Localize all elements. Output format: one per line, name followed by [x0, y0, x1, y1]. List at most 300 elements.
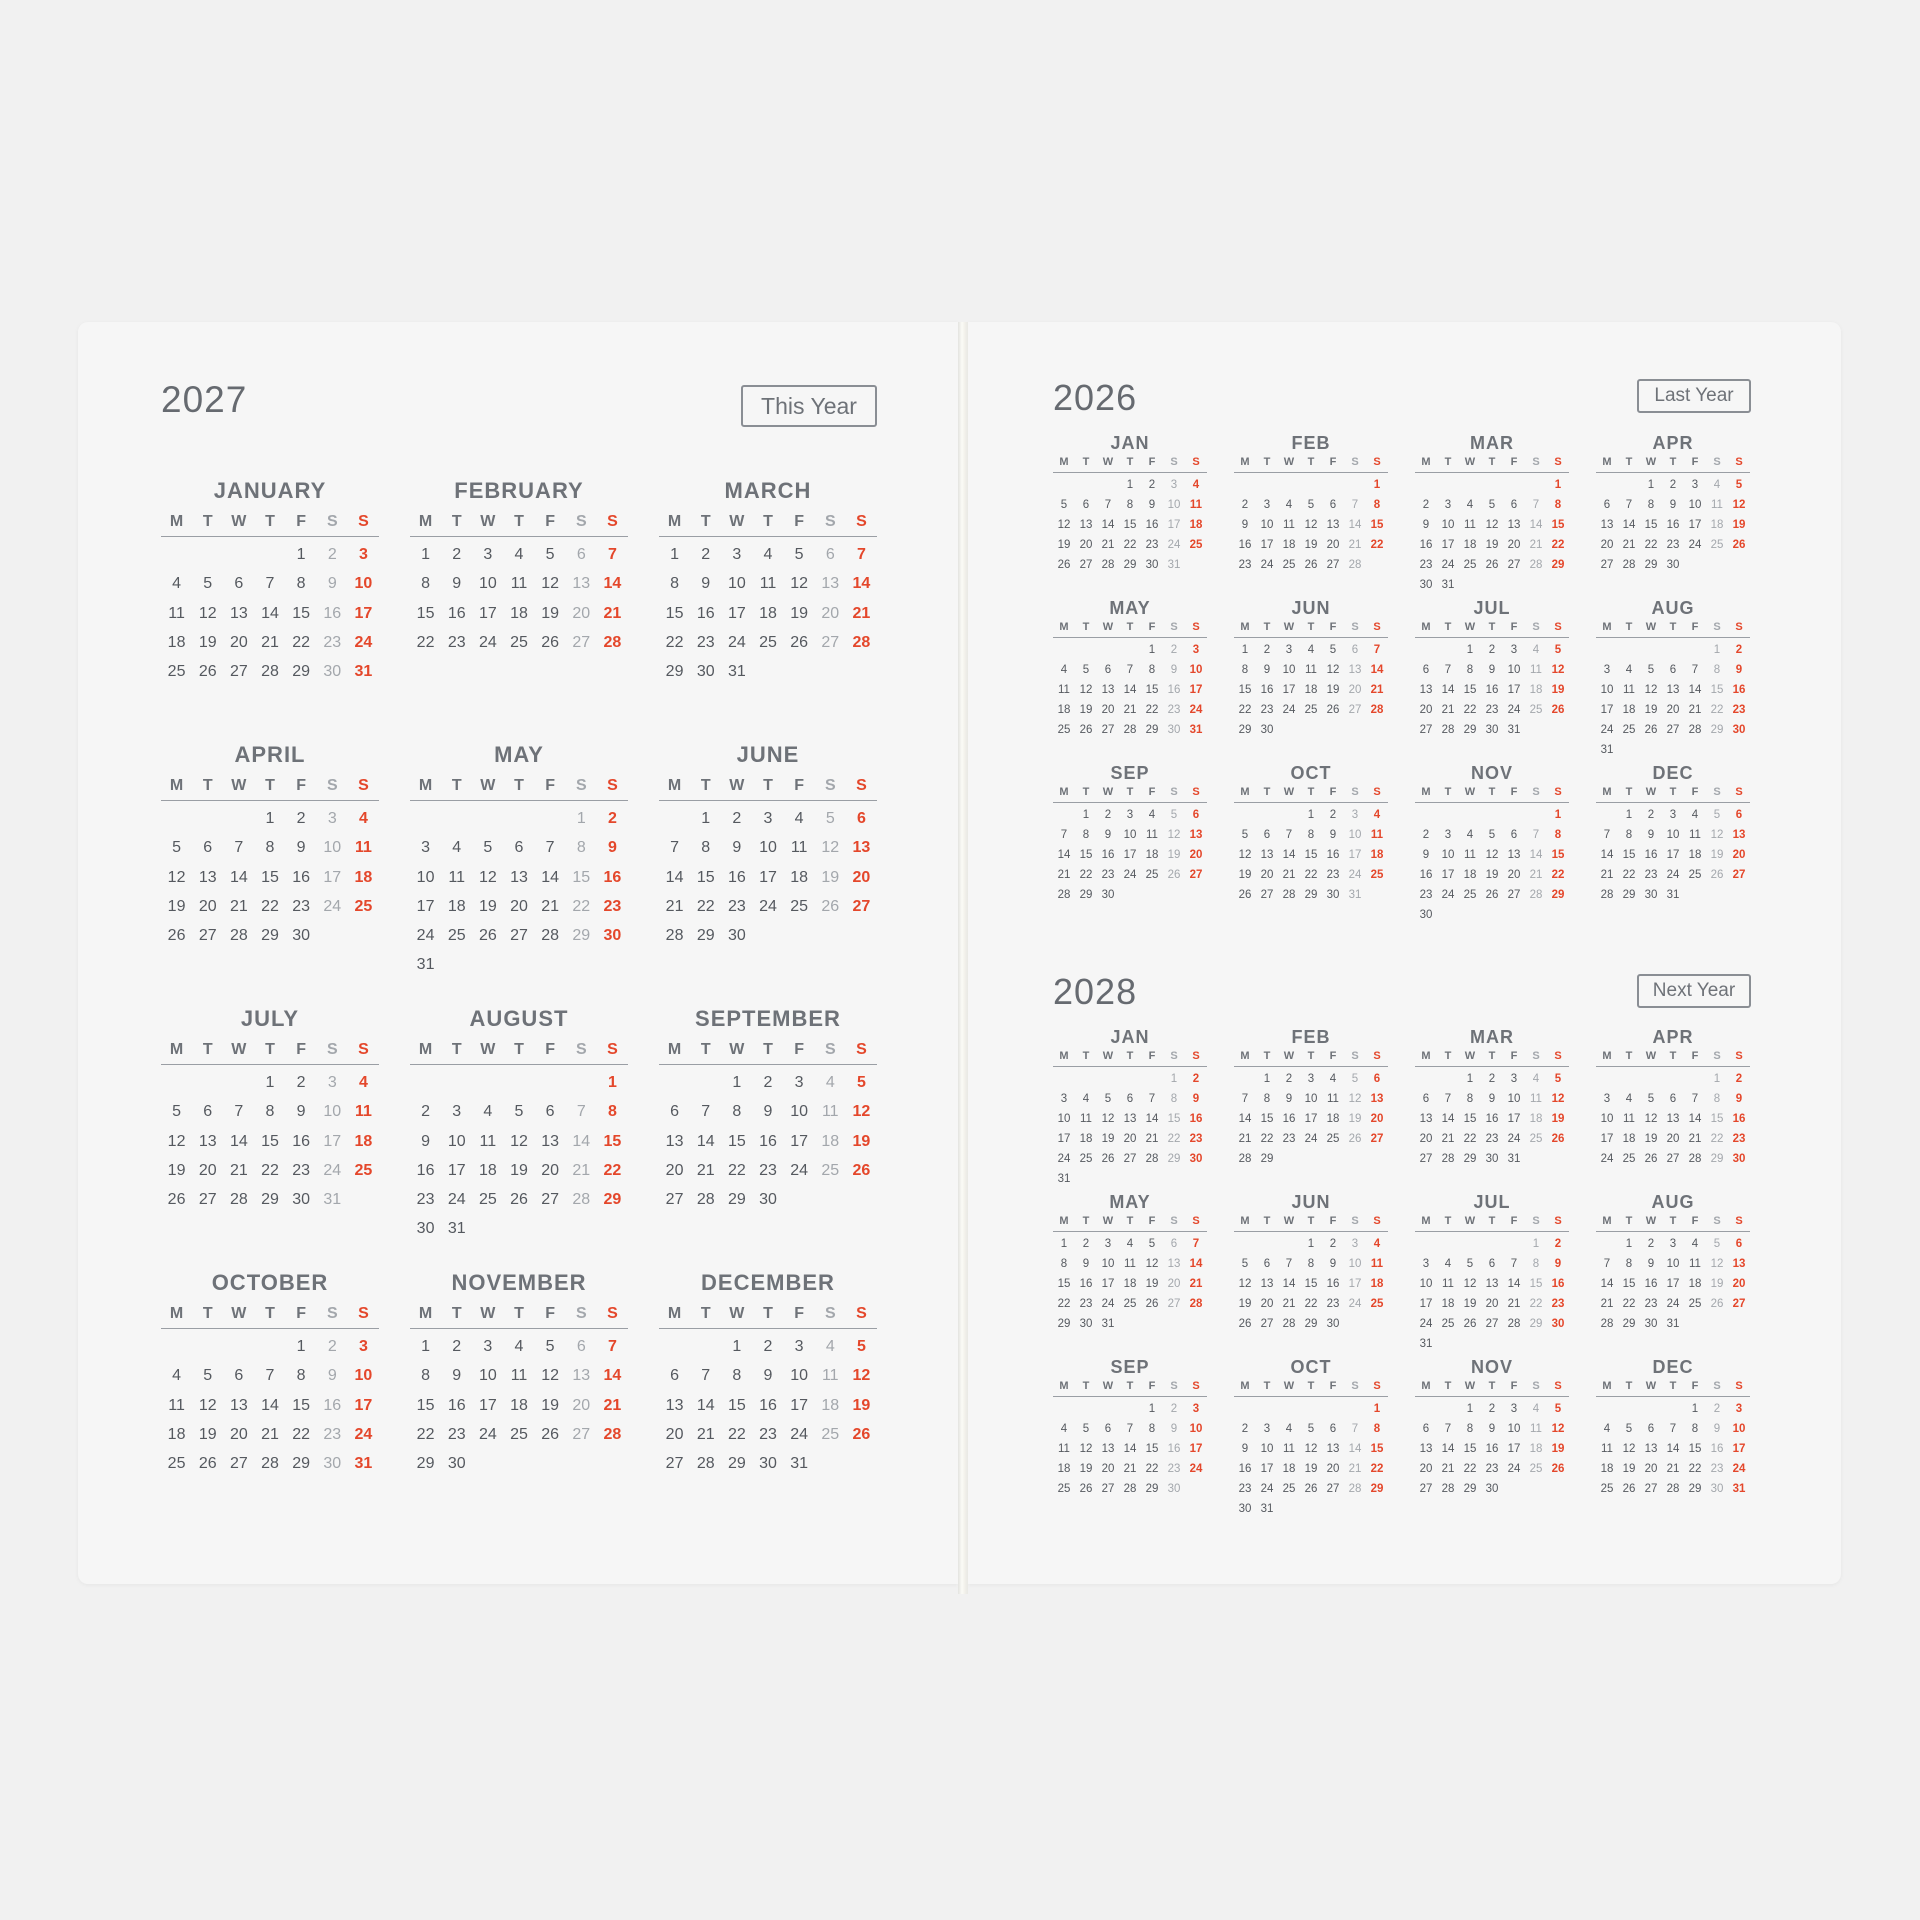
- weekday-label: M: [1602, 621, 1612, 633]
- next-year-button[interactable]: Next Year: [1637, 974, 1751, 1008]
- weekday-label: W: [1102, 456, 1114, 468]
- day-cell: 27: [1370, 1133, 1384, 1145]
- day-cell: 13: [1101, 684, 1115, 696]
- day-cell: 23: [1101, 869, 1115, 881]
- day-cell: 31: [1666, 889, 1680, 901]
- day-cell: 4: [358, 1074, 368, 1091]
- day-cell: 18: [1370, 1278, 1384, 1290]
- day-cell: 4: [1126, 1238, 1134, 1250]
- day-cell: 3: [327, 810, 337, 827]
- day-cell: 14: [852, 575, 871, 593]
- empty-cell: [1278, 805, 1300, 825]
- day-cell: 17: [1189, 1443, 1203, 1455]
- day-cell: 13: [198, 868, 217, 886]
- day-cell: 20: [1419, 1463, 1433, 1475]
- weekday-label: M: [169, 513, 184, 530]
- day-cell: 18: [1600, 1463, 1614, 1475]
- empty-cell: [1662, 1399, 1684, 1419]
- empty-cell: [1618, 640, 1640, 660]
- weekday-label: T: [1307, 786, 1315, 798]
- day-cell: 19: [790, 604, 809, 622]
- day-cell: 6: [1329, 1423, 1337, 1435]
- day-cell: 14: [696, 1132, 715, 1150]
- day-cell: 11: [479, 1132, 497, 1150]
- day-cell: 11: [821, 1103, 839, 1121]
- day-cell: 12: [1485, 849, 1499, 861]
- day-cell: 4: [358, 810, 368, 827]
- empty-cell: [1503, 1234, 1525, 1254]
- weekday-label: M: [1240, 1215, 1250, 1227]
- day-cell: 24: [478, 1425, 497, 1443]
- day-cell: 15: [1688, 1443, 1702, 1455]
- day-cell: 21: [665, 897, 684, 915]
- day-cell: 8: [296, 575, 306, 593]
- weekday-label: T: [763, 777, 773, 794]
- day-cell: 17: [1507, 1113, 1521, 1125]
- day-cell: 21: [1529, 539, 1543, 551]
- weekday-label: T: [1444, 456, 1452, 468]
- day-cell: 29: [261, 927, 279, 945]
- day-cell: 2: [452, 1338, 462, 1355]
- day-cell: 6: [1422, 1423, 1430, 1435]
- weekday-label: S: [1373, 456, 1381, 468]
- day-cell: 26: [167, 1191, 186, 1209]
- day-cell: 22: [665, 633, 684, 651]
- last-year-button[interactable]: Last Year: [1637, 379, 1751, 413]
- empty-cell: [1322, 475, 1344, 495]
- day-cell: 3: [483, 1338, 493, 1355]
- day-cell: 8: [1466, 1423, 1474, 1435]
- day-cell: 16: [1732, 1113, 1746, 1125]
- day-cell: 10: [323, 1103, 342, 1121]
- day-cell: 27: [1507, 889, 1521, 901]
- day-cell: 27: [198, 1191, 217, 1209]
- day-cell: 9: [701, 575, 711, 593]
- month-name: APRIL: [234, 742, 306, 767]
- day-cell: 18: [759, 604, 777, 622]
- weekday-header: [1596, 1051, 1750, 1067]
- day-cell: 25: [759, 633, 777, 651]
- day-cell: 25: [1529, 1133, 1543, 1145]
- day-cell: 11: [1623, 684, 1635, 696]
- day-cell: 2: [1170, 1403, 1178, 1415]
- month-name: DECEMBER: [701, 1270, 835, 1295]
- day-cell: 1: [1554, 479, 1562, 491]
- day-cell: 17: [416, 897, 435, 915]
- day-cell: 10: [1507, 664, 1521, 676]
- empty-cell: [1503, 805, 1525, 825]
- empty-cell: [1053, 1399, 1075, 1419]
- day-cell: 25: [1057, 724, 1071, 736]
- weekday-label: S: [575, 777, 587, 794]
- day-cell: 29: [1710, 1153, 1724, 1165]
- day-cell: 6: [576, 1338, 586, 1355]
- day-cell: 17: [1441, 539, 1455, 551]
- day-cell: 8: [1691, 1423, 1699, 1435]
- weekday-label: F: [1148, 1050, 1156, 1062]
- day-cell: 7: [234, 839, 244, 857]
- day-cell: 25: [167, 663, 186, 681]
- day-cell: 9: [327, 1367, 337, 1385]
- empty-cell: [410, 804, 441, 833]
- empty-cell: [1662, 1069, 1684, 1089]
- day-cell: 3: [1351, 1238, 1359, 1250]
- day-cell: 5: [1554, 1073, 1562, 1085]
- day-cell: 23: [696, 633, 715, 651]
- day-cell: 25: [821, 1161, 840, 1179]
- weekday-label: F: [1148, 1380, 1156, 1392]
- day-cell: 31: [1167, 559, 1181, 571]
- day-cell: 19: [1101, 1133, 1115, 1145]
- day-cell: 13: [1666, 1113, 1680, 1125]
- day-cell: 12: [1145, 1258, 1159, 1270]
- day-cell: 27: [229, 1455, 248, 1473]
- day-cell: 3: [1104, 1238, 1112, 1250]
- day-cell: 21: [1348, 1463, 1362, 1475]
- weekday-label: M: [1059, 786, 1069, 798]
- day-cell: 28: [572, 1191, 591, 1209]
- day-cell: 12: [1304, 519, 1318, 531]
- day-cell: 5: [1241, 1258, 1249, 1270]
- weekday-label: W: [729, 777, 745, 794]
- day-cell: 15: [261, 1132, 279, 1150]
- weekday-label: F: [1329, 1380, 1337, 1392]
- day-cell: 12: [1238, 1278, 1252, 1290]
- day-cell: 20: [572, 604, 591, 622]
- month-march: [659, 480, 877, 686]
- day-cell: 13: [1507, 519, 1521, 531]
- day-cell: 27: [1260, 889, 1274, 901]
- day-cell: 24: [447, 1191, 466, 1209]
- day-cell: 17: [1600, 704, 1614, 716]
- day-cell: 30: [1189, 1153, 1203, 1165]
- day-cell: 17: [1057, 1133, 1071, 1145]
- day-cell: 29: [1057, 1318, 1071, 1330]
- day-cell: 24: [1732, 1463, 1746, 1475]
- day-cell: 1: [1625, 809, 1633, 821]
- day-grid: [1415, 1234, 1569, 1354]
- day-cell: 18: [1441, 1298, 1455, 1310]
- day-cell: 24: [1666, 1298, 1680, 1310]
- day-cell: 13: [1167, 1258, 1181, 1270]
- day-cell: 14: [1441, 1443, 1455, 1455]
- day-cell: 14: [1282, 849, 1296, 861]
- day-cell: 5: [1554, 1403, 1562, 1415]
- day-cell: 30: [1732, 724, 1746, 736]
- month-name: OCT: [1290, 1357, 1332, 1377]
- weekday-label: T: [1263, 1215, 1271, 1227]
- day-cell: 15: [1529, 1278, 1543, 1290]
- weekday-label: T: [1488, 1050, 1496, 1062]
- day-cell: 28: [1282, 1318, 1296, 1330]
- weekday-label: S: [824, 1305, 836, 1322]
- day-cell: 19: [1238, 869, 1252, 881]
- weekday-label: W: [1102, 1215, 1114, 1227]
- weekday-label: M: [418, 1305, 433, 1322]
- day-cell: 31: [1260, 1503, 1274, 1515]
- weekday-label: W: [729, 1305, 745, 1322]
- day-cell: 11: [1530, 1093, 1542, 1105]
- day-cell: 7: [1373, 644, 1381, 656]
- day-cell: 24: [1260, 1483, 1274, 1495]
- day-cell: 5: [1148, 1238, 1156, 1250]
- day-cell: 29: [1551, 889, 1565, 901]
- day-cell: 19: [1732, 519, 1746, 531]
- day-cell: 2: [1241, 499, 1249, 511]
- day-cell: 10: [1688, 499, 1702, 511]
- day-cell: 28: [1145, 1153, 1159, 1165]
- month-name: FEB: [1291, 433, 1331, 453]
- day-cell: 3: [1510, 1073, 1518, 1085]
- day-cell: 9: [1082, 1258, 1090, 1270]
- day-cell: 20: [229, 1425, 248, 1443]
- day-grid: [1415, 1069, 1569, 1169]
- day-cell: 2: [327, 546, 337, 563]
- weekday-label: S: [1735, 1215, 1743, 1227]
- empty-cell: [659, 1068, 690, 1097]
- day-cell: 18: [1326, 1113, 1340, 1125]
- day-cell: 26: [1644, 724, 1658, 736]
- day-cell: 19: [167, 1161, 186, 1179]
- day-cell: 22: [1529, 1298, 1543, 1310]
- day-cell: 8: [265, 839, 275, 857]
- weekday-label: S: [1351, 1215, 1359, 1227]
- weekday-header: [410, 1042, 628, 1065]
- day-cell: 23: [1644, 1298, 1658, 1310]
- weekday-label: S: [1170, 1215, 1178, 1227]
- day-cell: 2: [1192, 1073, 1200, 1085]
- day-cell: 28: [1622, 559, 1636, 571]
- day-cell: 28: [1529, 889, 1543, 901]
- day-cell: 26: [1463, 1318, 1477, 1330]
- day-cell: 23: [447, 1425, 466, 1443]
- day-cell: 30: [1260, 724, 1274, 736]
- day-cell: 26: [852, 1425, 871, 1443]
- empty-cell: [659, 1332, 690, 1361]
- empty-cell: [1097, 475, 1119, 495]
- day-cell: 15: [1463, 1443, 1477, 1455]
- day-cell: 10: [1123, 829, 1137, 841]
- day-cell: 29: [1238, 724, 1252, 736]
- month-august: [410, 1008, 628, 1244]
- day-cell: 8: [1170, 1093, 1178, 1105]
- day-cell: 19: [1326, 684, 1340, 696]
- weekday-label: W: [1283, 621, 1295, 633]
- day-cell: 9: [1647, 1258, 1655, 1270]
- day-cell: 1: [732, 1338, 742, 1355]
- weekday-header: [1234, 787, 1388, 803]
- weekday-label: S: [1170, 1050, 1178, 1062]
- empty-cell: [1256, 1234, 1278, 1254]
- day-cell: 25: [1370, 869, 1384, 881]
- day-cell: 25: [1189, 539, 1203, 551]
- day-cell: 19: [541, 604, 560, 622]
- year-title-2027: 2027: [161, 379, 248, 420]
- day-cell: 23: [1260, 704, 1274, 716]
- day-cell: 5: [1466, 1258, 1474, 1270]
- day-cell: 15: [1710, 1113, 1724, 1125]
- day-cell: 17: [1507, 684, 1521, 696]
- weekday-label: W: [480, 777, 496, 794]
- day-cell: 16: [1485, 684, 1499, 696]
- day-cell: 19: [1238, 1298, 1252, 1310]
- day-cell: 25: [510, 1425, 528, 1443]
- empty-cell: [1437, 1399, 1459, 1419]
- day-cell: 21: [1057, 869, 1071, 881]
- day-cell: 14: [541, 868, 560, 886]
- day-cell: 11: [1058, 1443, 1070, 1455]
- day-cell: 3: [1444, 499, 1452, 511]
- day-cell: 22: [727, 1161, 746, 1179]
- weekday-label: T: [1625, 621, 1633, 633]
- day-cell: 1: [1307, 809, 1315, 821]
- day-cell: 30: [323, 1455, 342, 1473]
- month-name: JUN: [1291, 598, 1331, 618]
- day-cell: 7: [1351, 1423, 1359, 1435]
- weekday-label: F: [794, 1041, 805, 1058]
- day-cell: 14: [665, 868, 684, 886]
- empty-cell: [1640, 1069, 1662, 1089]
- month-apr: [1596, 1028, 1750, 1169]
- day-cell: 12: [1101, 1113, 1115, 1125]
- day-cell: 14: [1370, 664, 1384, 676]
- day-cell: 1: [1148, 1403, 1156, 1415]
- day-cell: 11: [759, 575, 777, 593]
- weekday-label: T: [1082, 1215, 1090, 1227]
- day-cell: 9: [1488, 664, 1496, 676]
- day-cell: 5: [1713, 809, 1721, 821]
- day-cell: 14: [1348, 519, 1362, 531]
- day-cell: 4: [825, 1074, 835, 1091]
- day-cell: 16: [1189, 1113, 1203, 1125]
- month-name: MAY: [494, 742, 544, 767]
- day-cell: 26: [198, 663, 217, 681]
- month-july: [161, 1008, 379, 1214]
- empty-cell: [161, 1068, 192, 1097]
- day-cell: 3: [1263, 499, 1271, 511]
- day-cell: 16: [1079, 1278, 1093, 1290]
- day-cell: 27: [1600, 559, 1614, 571]
- empty-cell: [1437, 1069, 1459, 1089]
- day-cell: 21: [1189, 1278, 1203, 1290]
- day-grid: [1234, 805, 1388, 905]
- day-cell: 5: [1104, 1093, 1112, 1105]
- day-cell: 13: [198, 1132, 217, 1150]
- day-cell: 24: [1304, 1133, 1318, 1145]
- day-cell: 13: [510, 868, 528, 886]
- day-cell: 26: [1101, 1153, 1115, 1165]
- empty-cell: [1415, 1069, 1437, 1089]
- day-cell: 16: [323, 1396, 342, 1414]
- empty-cell: [1640, 640, 1662, 660]
- weekday-header: [659, 778, 877, 801]
- day-grid: [161, 540, 379, 686]
- day-cell: 22: [292, 633, 311, 651]
- day-cell: 12: [198, 604, 217, 622]
- weekday-label: W: [1464, 1050, 1476, 1062]
- day-cell: 21: [1282, 1298, 1296, 1310]
- day-cell: 10: [416, 868, 435, 886]
- weekday-label: S: [1373, 786, 1381, 798]
- day-cell: 8: [1307, 829, 1315, 841]
- day-cell: 6: [1669, 1093, 1677, 1105]
- day-cell: 6: [203, 839, 213, 857]
- day-grid: [1415, 1399, 1569, 1499]
- weekday-label: W: [480, 513, 496, 530]
- day-cell: 1: [296, 546, 306, 563]
- day-cell: 8: [1241, 664, 1249, 676]
- day-cell: 13: [1326, 519, 1340, 531]
- day-cell: 28: [261, 663, 279, 681]
- day-cell: 6: [825, 546, 835, 563]
- weekday-label: T: [1126, 1050, 1134, 1062]
- weekday-label: T: [1488, 456, 1496, 468]
- day-cell: 19: [198, 1425, 217, 1443]
- day-cell: 27: [1485, 1318, 1499, 1330]
- day-cell: 8: [1148, 1423, 1156, 1435]
- day-cell: 9: [1647, 829, 1655, 841]
- day-cell: 10: [1441, 519, 1455, 531]
- day-cell: 21: [603, 604, 622, 622]
- day-cell: 28: [696, 1455, 715, 1473]
- weekday-label: T: [763, 1041, 773, 1058]
- day-cell: 25: [1057, 1483, 1071, 1495]
- day-cell: 17: [1419, 1298, 1433, 1310]
- day-cell: 8: [1307, 1258, 1315, 1270]
- empty-cell: [1596, 1069, 1618, 1089]
- day-cell: 3: [1351, 809, 1359, 821]
- day-cell: 4: [1285, 1423, 1293, 1435]
- day-grid: [1053, 640, 1207, 740]
- day-cell: 26: [1551, 1463, 1565, 1475]
- day-cell: 3: [1691, 479, 1699, 491]
- this-year-button[interactable]: This Year: [741, 385, 877, 427]
- day-cell: 6: [670, 1367, 680, 1385]
- day-cell: 21: [603, 1396, 622, 1414]
- day-cell: 20: [1644, 1463, 1658, 1475]
- day-cell: 7: [1104, 499, 1112, 511]
- day-cell: 3: [1126, 809, 1134, 821]
- day-cell: 28: [603, 1425, 622, 1443]
- day-cell: 10: [1282, 664, 1296, 676]
- day-cell: 25: [1441, 1318, 1455, 1330]
- empty-cell: [161, 804, 192, 833]
- weekday-label: M: [1421, 456, 1431, 468]
- day-cell: 16: [1145, 519, 1159, 531]
- day-cell: 14: [603, 1367, 622, 1385]
- day-cell: 16: [1485, 1113, 1499, 1125]
- day-cell: 11: [1689, 1258, 1701, 1270]
- day-cell: 22: [1057, 1298, 1071, 1310]
- day-cell: 25: [1710, 539, 1724, 551]
- weekday-label: M: [1421, 1380, 1431, 1392]
- month-june: [659, 744, 877, 950]
- day-cell: 18: [1688, 1278, 1702, 1290]
- day-cell: 29: [1167, 1153, 1181, 1165]
- day-cell: 20: [1419, 704, 1433, 716]
- day-cell: 3: [452, 1103, 462, 1121]
- day-cell: 8: [1060, 1258, 1068, 1270]
- empty-cell: [1437, 475, 1459, 495]
- day-cell: 14: [1282, 1278, 1296, 1290]
- day-cell: 2: [1488, 644, 1496, 656]
- day-cell: 5: [1713, 1238, 1721, 1250]
- day-cell: 23: [759, 1425, 777, 1443]
- day-cell: 4: [1532, 644, 1540, 656]
- weekday-label: F: [1329, 621, 1337, 633]
- day-cell: 18: [1463, 539, 1477, 551]
- day-cell: 3: [1192, 644, 1200, 656]
